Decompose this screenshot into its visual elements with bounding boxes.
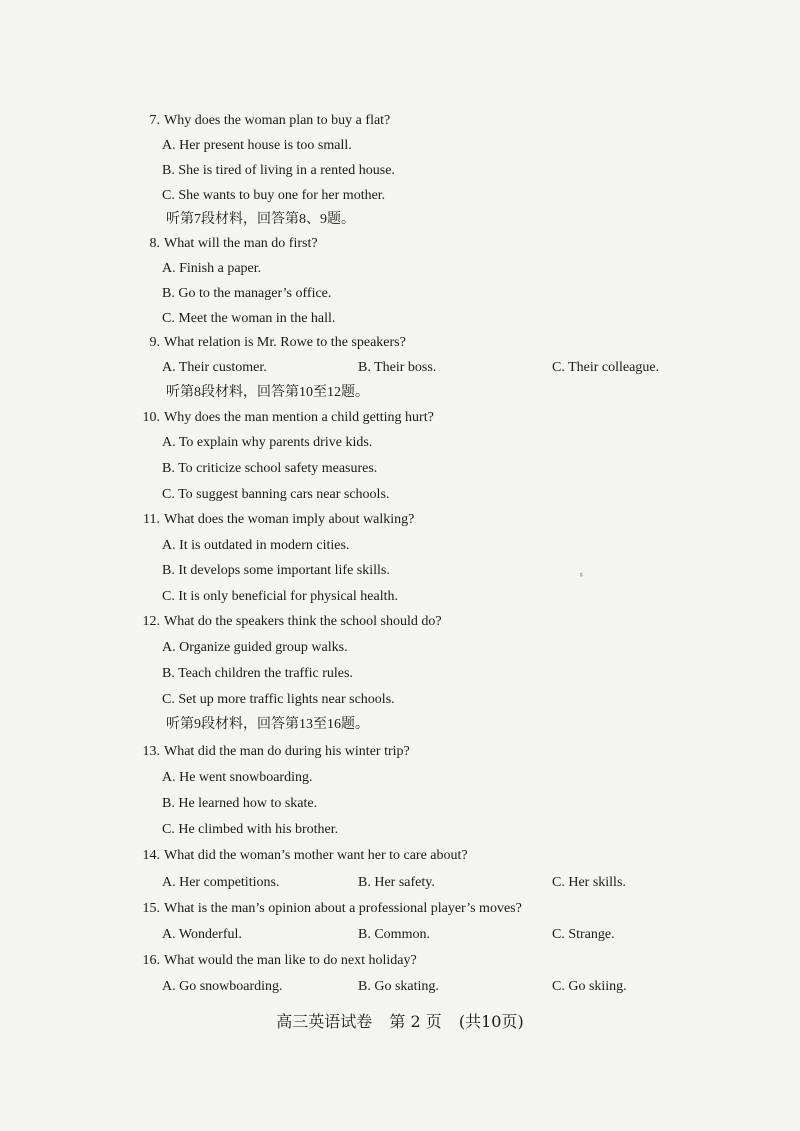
question-text: Why does the woman plan to buy a flat?	[164, 113, 391, 128]
option-15c: C. Strange.	[552, 927, 615, 942]
section-instruction-7: 听第7段材料，回答第8、9题。	[166, 212, 355, 227]
question-text: What relation is Mr. Rowe to the speakers?	[164, 335, 406, 350]
option-12b: B. Teach children the traffic rules.	[162, 666, 353, 681]
question-number: 8.	[149, 236, 160, 251]
option-15a: A. Wonderful.	[162, 927, 242, 942]
question-text: What would the man like to do next holiday?	[164, 953, 417, 968]
options-row-9	[162, 359, 660, 377]
section-instruction-9: 听第9段材料，回答第13至16题。	[166, 717, 369, 732]
option-9a: A. Their customer.	[162, 360, 267, 375]
footer-total-pages: (共10页)	[458, 1012, 524, 1031]
option-8c: C. Meet the woman in the hall.	[162, 311, 336, 326]
option-12a: A. Organize guided group walks.	[162, 640, 348, 655]
option-8a: A. Finish a paper.	[162, 261, 262, 276]
question-number: 9.	[149, 335, 160, 350]
option-9c: C. Their colleague.	[552, 360, 660, 375]
option-15b: B. Common.	[358, 927, 430, 942]
option-11a: A. It is outdated in modern cities.	[162, 538, 350, 553]
option-10c: C. To suggest banning cars near schools.	[162, 487, 390, 502]
question-number: 10.	[142, 410, 160, 425]
option-13a: A. He went snowboarding.	[162, 770, 313, 785]
question-text: What did the man do during his winter trip?	[164, 744, 410, 759]
options-row-14	[162, 874, 626, 892]
question-number: 15.	[142, 901, 160, 916]
option-14b: B. Her safety.	[358, 875, 435, 890]
option-12c: C. Set up more traffic lights near schools.	[162, 692, 395, 707]
option-11b: B. It develops some important life skills.	[162, 563, 390, 578]
question-number: 13.	[142, 744, 160, 759]
question-text: What is the man’s opinion about a professional player’s moves?	[164, 901, 522, 916]
option-16a: A. Go snowboarding.	[162, 979, 283, 994]
option-16c: C. Go skiing.	[552, 979, 627, 994]
options-row-15	[162, 926, 615, 944]
question-text: What will the man do first?	[164, 236, 318, 251]
question-text: Why does the man mention a child getting hurt?	[164, 410, 434, 425]
footer-exam-title: 高三英语试卷	[276, 1012, 373, 1031]
question-number: 7.	[149, 113, 160, 128]
scan-speck: ᵍ	[580, 570, 583, 580]
question-number: 16.	[142, 953, 160, 968]
question-text: What does the woman imply about walking?	[164, 512, 415, 527]
question-number: 14.	[142, 848, 160, 863]
option-13b: B. He learned how to skate.	[162, 796, 318, 811]
question-number: 12.	[142, 614, 160, 629]
option-8b: B. Go to the manager’s office.	[162, 286, 332, 301]
section-instruction-8: 听第8段材料，回答第10至12题。	[166, 385, 369, 400]
option-9b: B. Their boss.	[358, 360, 437, 375]
option-14a: A. Her competitions.	[162, 875, 280, 890]
question-text: What do the speakers think the school should do?	[164, 614, 442, 629]
question-text: What did the woman’s mother want her to care about?	[164, 848, 468, 863]
option-7b: B. She is tired of living in a rented house.	[162, 163, 395, 178]
options-row-16	[162, 978, 627, 996]
option-16b: B. Go skating.	[358, 979, 439, 994]
option-7a: A. Her present house is too small.	[162, 138, 352, 153]
page-footer	[0, 1012, 800, 1032]
option-14c: C. Her skills.	[552, 875, 626, 890]
option-13c: C. He climbed with his brother.	[162, 822, 339, 837]
option-10a: A. To explain why parents drive kids.	[162, 435, 373, 450]
question-number: 11.	[143, 512, 160, 527]
option-7c: C. She wants to buy one for her mother.	[162, 188, 386, 203]
footer-page-number: 第 2 页	[389, 1012, 442, 1031]
option-10b: B. To criticize school safety measures.	[162, 461, 378, 476]
option-11c: C. It is only beneficial for physical health.	[162, 589, 398, 604]
